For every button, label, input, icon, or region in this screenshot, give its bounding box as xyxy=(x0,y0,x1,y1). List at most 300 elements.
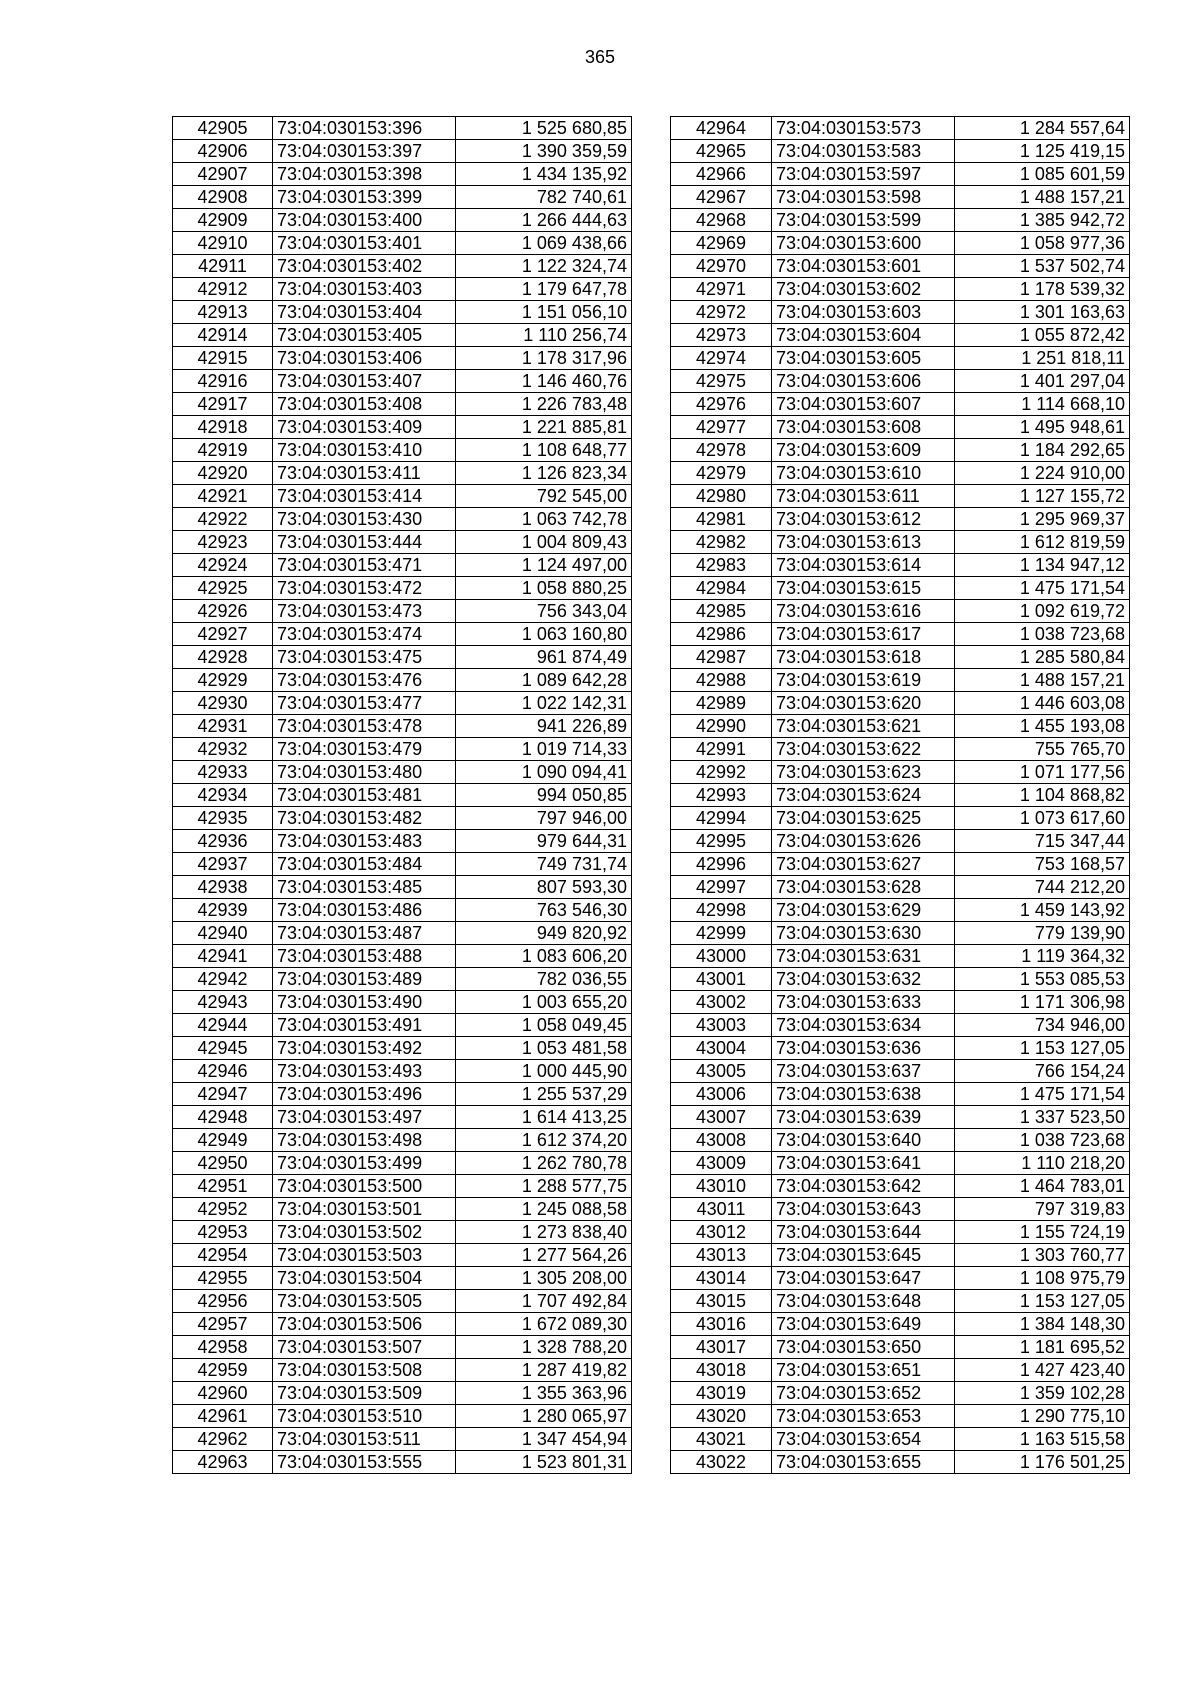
cadastral-value: 1 221 885,81 xyxy=(456,416,632,439)
cadastral-number: 73:04:030153:397 xyxy=(273,140,456,163)
table-row xyxy=(173,692,632,715)
cadastral-value: 1 455 193,08 xyxy=(955,715,1130,738)
cadastral-number: 73:04:030153:501 xyxy=(273,1198,456,1221)
cadastral-number: 73:04:030153:510 xyxy=(273,1405,456,1428)
table-row xyxy=(173,807,632,830)
cadastral-number: 73:04:030153:476 xyxy=(273,669,456,692)
row-number: 43001 xyxy=(671,968,772,991)
cadastral-value: 1 127 155,72 xyxy=(955,485,1130,508)
row-number: 42946 xyxy=(173,1060,273,1083)
table-row xyxy=(173,163,632,186)
cadastral-value: 1 126 823,34 xyxy=(456,462,632,485)
table-row xyxy=(173,508,632,531)
table-row xyxy=(671,830,1130,853)
table-row xyxy=(173,485,632,508)
cadastral-value: 1 464 783,01 xyxy=(955,1175,1130,1198)
row-number: 42952 xyxy=(173,1198,273,1221)
cadastral-number: 73:04:030153:414 xyxy=(273,485,456,508)
cadastral-number: 73:04:030153:481 xyxy=(273,784,456,807)
cadastral-number: 73:04:030153:489 xyxy=(273,968,456,991)
table-row xyxy=(671,1014,1130,1037)
table-row xyxy=(671,807,1130,830)
table-row xyxy=(671,301,1130,324)
cadastral-number: 73:04:030153:632 xyxy=(772,968,955,991)
cadastral-value: 1 134 947,12 xyxy=(955,554,1130,577)
cadastral-number: 73:04:030153:599 xyxy=(772,209,955,232)
cadastral-table-left xyxy=(172,116,632,1474)
row-number: 42955 xyxy=(173,1267,273,1290)
cadastral-number: 73:04:030153:430 xyxy=(273,508,456,531)
row-number: 42921 xyxy=(173,485,273,508)
cadastral-value: 1 255 537,29 xyxy=(456,1083,632,1106)
table-row xyxy=(671,1313,1130,1336)
row-number: 43014 xyxy=(671,1267,772,1290)
cadastral-number: 73:04:030153:627 xyxy=(772,853,955,876)
cadastral-value: 1 224 910,00 xyxy=(955,462,1130,485)
cadastral-value: 1 110 218,20 xyxy=(955,1152,1130,1175)
cadastral-number: 73:04:030153:605 xyxy=(772,347,955,370)
row-number: 43022 xyxy=(671,1451,772,1474)
cadastral-number: 73:04:030153:511 xyxy=(273,1428,456,1451)
row-number: 43003 xyxy=(671,1014,772,1037)
row-number: 42968 xyxy=(671,209,772,232)
cadastral-number: 73:04:030153:484 xyxy=(273,853,456,876)
table-row xyxy=(671,1290,1130,1313)
cadastral-value: 1 328 788,20 xyxy=(456,1336,632,1359)
row-number: 42931 xyxy=(173,715,273,738)
cadastral-number: 73:04:030153:502 xyxy=(273,1221,456,1244)
cadastral-value: 763 546,30 xyxy=(456,899,632,922)
row-number: 42926 xyxy=(173,600,273,623)
cadastral-number: 73:04:030153:600 xyxy=(772,232,955,255)
row-number: 42949 xyxy=(173,1129,273,1152)
cadastral-number: 73:04:030153:615 xyxy=(772,577,955,600)
table-row xyxy=(173,1290,632,1313)
row-number: 43020 xyxy=(671,1405,772,1428)
cadastral-value: 1 058 049,45 xyxy=(456,1014,632,1037)
row-number: 42980 xyxy=(671,485,772,508)
row-number: 43018 xyxy=(671,1359,772,1382)
row-number: 42905 xyxy=(173,117,273,140)
cadastral-value: 1 427 423,40 xyxy=(955,1359,1130,1382)
cadastral-value: 1 384 148,30 xyxy=(955,1313,1130,1336)
table-row xyxy=(671,669,1130,692)
cadastral-value: 744 212,20 xyxy=(955,876,1130,899)
row-number: 43002 xyxy=(671,991,772,1014)
cadastral-number: 73:04:030153:506 xyxy=(273,1313,456,1336)
row-number: 42957 xyxy=(173,1313,273,1336)
table-row xyxy=(173,1083,632,1106)
table-row xyxy=(671,209,1130,232)
cadastral-value: 1 153 127,05 xyxy=(955,1037,1130,1060)
cadastral-number: 73:04:030153:621 xyxy=(772,715,955,738)
cadastral-number: 73:04:030153:401 xyxy=(273,232,456,255)
cadastral-value: 1 347 454,94 xyxy=(456,1428,632,1451)
row-number: 42937 xyxy=(173,853,273,876)
table-row xyxy=(173,1428,632,1451)
cadastral-table-right xyxy=(670,116,1130,1474)
table-row xyxy=(671,945,1130,968)
cadastral-value: 749 731,74 xyxy=(456,853,632,876)
row-number: 42928 xyxy=(173,646,273,669)
table-row xyxy=(173,761,632,784)
cadastral-number: 73:04:030153:483 xyxy=(273,830,456,853)
cadastral-value: 1 295 969,37 xyxy=(955,508,1130,531)
cadastral-number: 73:04:030153:634 xyxy=(772,1014,955,1037)
row-number: 42933 xyxy=(173,761,273,784)
table-row xyxy=(671,485,1130,508)
row-number: 42958 xyxy=(173,1336,273,1359)
cadastral-value: 1 303 760,77 xyxy=(955,1244,1130,1267)
row-number: 42992 xyxy=(671,761,772,784)
row-number: 42920 xyxy=(173,462,273,485)
table-row xyxy=(173,1313,632,1336)
cadastral-value: 1 083 606,20 xyxy=(456,945,632,968)
table-row xyxy=(173,876,632,899)
cadastral-number: 73:04:030153:505 xyxy=(273,1290,456,1313)
cadastral-number: 73:04:030153:612 xyxy=(772,508,955,531)
table-row xyxy=(671,1428,1130,1451)
table-row xyxy=(173,554,632,577)
table-row xyxy=(173,623,632,646)
row-number: 42998 xyxy=(671,899,772,922)
cadastral-number: 73:04:030153:645 xyxy=(772,1244,955,1267)
cadastral-number: 73:04:030153:409 xyxy=(273,416,456,439)
table-row xyxy=(173,784,632,807)
cadastral-number: 73:04:030153:637 xyxy=(772,1060,955,1083)
cadastral-value: 1 273 838,40 xyxy=(456,1221,632,1244)
table-row xyxy=(173,669,632,692)
row-number: 42939 xyxy=(173,899,273,922)
table-row xyxy=(671,140,1130,163)
cadastral-value: 766 154,24 xyxy=(955,1060,1130,1083)
table-row xyxy=(173,1451,632,1474)
cadastral-number: 73:04:030153:628 xyxy=(772,876,955,899)
table-row xyxy=(671,1198,1130,1221)
cadastral-number: 73:04:030153:643 xyxy=(772,1198,955,1221)
table-row xyxy=(173,1359,632,1382)
table-row xyxy=(173,324,632,347)
cadastral-value: 1 305 208,00 xyxy=(456,1267,632,1290)
cadastral-number: 73:04:030153:493 xyxy=(273,1060,456,1083)
table-row xyxy=(671,393,1130,416)
cadastral-number: 73:04:030153:617 xyxy=(772,623,955,646)
table-row xyxy=(671,899,1130,922)
row-number: 42985 xyxy=(671,600,772,623)
row-number: 42978 xyxy=(671,439,772,462)
cadastral-number: 73:04:030153:403 xyxy=(273,278,456,301)
row-number: 43010 xyxy=(671,1175,772,1198)
table-row xyxy=(173,439,632,462)
cadastral-value: 782 036,55 xyxy=(456,968,632,991)
table-row xyxy=(671,715,1130,738)
cadastral-number: 73:04:030153:398 xyxy=(273,163,456,186)
cadastral-number: 73:04:030153:631 xyxy=(772,945,955,968)
row-number: 42913 xyxy=(173,301,273,324)
table-row xyxy=(671,163,1130,186)
table-row xyxy=(671,738,1130,761)
cadastral-number: 73:04:030153:473 xyxy=(273,600,456,623)
cadastral-number: 73:04:030153:597 xyxy=(772,163,955,186)
table-row xyxy=(173,715,632,738)
row-number: 43011 xyxy=(671,1198,772,1221)
cadastral-value: 1 488 157,21 xyxy=(955,186,1130,209)
cadastral-number: 73:04:030153:496 xyxy=(273,1083,456,1106)
cadastral-number: 73:04:030153:654 xyxy=(772,1428,955,1451)
cadastral-value: 1 058 880,25 xyxy=(456,577,632,600)
cadastral-value: 1 058 977,36 xyxy=(955,232,1130,255)
cadastral-number: 73:04:030153:500 xyxy=(273,1175,456,1198)
table-row xyxy=(173,853,632,876)
table-row xyxy=(671,784,1130,807)
row-number: 42965 xyxy=(671,140,772,163)
cadastral-number: 73:04:030153:488 xyxy=(273,945,456,968)
table-row xyxy=(173,117,632,140)
cadastral-value: 1 038 723,68 xyxy=(955,1129,1130,1152)
table-row xyxy=(671,1359,1130,1382)
cadastral-number: 73:04:030153:555 xyxy=(273,1451,456,1474)
row-number: 42907 xyxy=(173,163,273,186)
cadastral-number: 73:04:030153:497 xyxy=(273,1106,456,1129)
cadastral-number: 73:04:030153:642 xyxy=(772,1175,955,1198)
table-row xyxy=(173,347,632,370)
table-row xyxy=(671,324,1130,347)
table-row xyxy=(173,232,632,255)
table-row xyxy=(173,416,632,439)
cadastral-number: 73:04:030153:611 xyxy=(772,485,955,508)
cadastral-number: 73:04:030153:480 xyxy=(273,761,456,784)
cadastral-number: 73:04:030153:647 xyxy=(772,1267,955,1290)
row-number: 42990 xyxy=(671,715,772,738)
table-row xyxy=(173,1382,632,1405)
table-row xyxy=(671,692,1130,715)
cadastral-value: 1 090 094,41 xyxy=(456,761,632,784)
cadastral-value: 756 343,04 xyxy=(456,600,632,623)
cadastral-number: 73:04:030153:486 xyxy=(273,899,456,922)
table-row xyxy=(671,232,1130,255)
cadastral-value: 1 287 419,82 xyxy=(456,1359,632,1382)
row-number: 42922 xyxy=(173,508,273,531)
row-number: 42971 xyxy=(671,278,772,301)
cadastral-number: 73:04:030153:399 xyxy=(273,186,456,209)
table-row xyxy=(173,968,632,991)
row-number: 43004 xyxy=(671,1037,772,1060)
cadastral-value: 1 073 617,60 xyxy=(955,807,1130,830)
cadastral-value: 1 612 374,20 xyxy=(456,1129,632,1152)
row-number: 42930 xyxy=(173,692,273,715)
cadastral-number: 73:04:030153:410 xyxy=(273,439,456,462)
table-row xyxy=(671,1221,1130,1244)
cadastral-value: 1 262 780,78 xyxy=(456,1152,632,1175)
row-number: 42969 xyxy=(671,232,772,255)
row-number: 42996 xyxy=(671,853,772,876)
row-number: 42951 xyxy=(173,1175,273,1198)
cadastral-number: 73:04:030153:478 xyxy=(273,715,456,738)
table-row xyxy=(173,1198,632,1221)
cadastral-value: 1 178 317,96 xyxy=(456,347,632,370)
cadastral-value: 755 765,70 xyxy=(955,738,1130,761)
table-row xyxy=(173,577,632,600)
cadastral-value: 1 245 088,58 xyxy=(456,1198,632,1221)
table-row xyxy=(671,370,1130,393)
table-row xyxy=(671,1405,1130,1428)
row-number: 42940 xyxy=(173,922,273,945)
row-number: 42997 xyxy=(671,876,772,899)
table-row xyxy=(173,1152,632,1175)
cadastral-number: 73:04:030153:644 xyxy=(772,1221,955,1244)
table-row xyxy=(671,1037,1130,1060)
cadastral-value: 1 290 775,10 xyxy=(955,1405,1130,1428)
row-number: 43005 xyxy=(671,1060,772,1083)
cadastral-value: 1 707 492,84 xyxy=(456,1290,632,1313)
cadastral-number: 73:04:030153:472 xyxy=(273,577,456,600)
cadastral-number: 73:04:030153:491 xyxy=(273,1014,456,1037)
row-number: 43017 xyxy=(671,1336,772,1359)
cadastral-number: 73:04:030153:487 xyxy=(273,922,456,945)
cadastral-number: 73:04:030153:603 xyxy=(772,301,955,324)
table-row xyxy=(671,508,1130,531)
row-number: 42970 xyxy=(671,255,772,278)
row-number: 42995 xyxy=(671,830,772,853)
table-row xyxy=(671,554,1130,577)
cadastral-number: 73:04:030153:404 xyxy=(273,301,456,324)
cadastral-value: 1 004 809,43 xyxy=(456,531,632,554)
row-number: 42972 xyxy=(671,301,772,324)
row-number: 42944 xyxy=(173,1014,273,1037)
row-number: 42936 xyxy=(173,830,273,853)
cadastral-value: 1 523 801,31 xyxy=(456,1451,632,1474)
cadastral-value: 807 593,30 xyxy=(456,876,632,899)
cadastral-value: 949 820,92 xyxy=(456,922,632,945)
cadastral-value: 1 181 695,52 xyxy=(955,1336,1130,1359)
row-number: 42966 xyxy=(671,163,772,186)
row-number: 42981 xyxy=(671,508,772,531)
table-row xyxy=(173,186,632,209)
row-number: 42912 xyxy=(173,278,273,301)
cadastral-number: 73:04:030153:475 xyxy=(273,646,456,669)
cadastral-value: 1 401 297,04 xyxy=(955,370,1130,393)
cadastral-value: 1 385 942,72 xyxy=(955,209,1130,232)
row-number: 42932 xyxy=(173,738,273,761)
table-row xyxy=(671,853,1130,876)
table-row xyxy=(671,1451,1130,1474)
cadastral-value: 782 740,61 xyxy=(456,186,632,209)
row-number: 42989 xyxy=(671,692,772,715)
row-number: 42976 xyxy=(671,393,772,416)
row-number: 42984 xyxy=(671,577,772,600)
cadastral-value: 1 614 413,25 xyxy=(456,1106,632,1129)
row-number: 42947 xyxy=(173,1083,273,1106)
table-row xyxy=(173,945,632,968)
row-number: 42967 xyxy=(671,186,772,209)
cadastral-value: 1 226 783,48 xyxy=(456,393,632,416)
row-number: 42929 xyxy=(173,669,273,692)
row-number: 42999 xyxy=(671,922,772,945)
cadastral-value: 1 063 160,80 xyxy=(456,623,632,646)
table-row xyxy=(173,1336,632,1359)
cadastral-value: 1 110 256,74 xyxy=(456,324,632,347)
cadastral-value: 1 153 127,05 xyxy=(955,1290,1130,1313)
row-number: 42950 xyxy=(173,1152,273,1175)
row-number: 43000 xyxy=(671,945,772,968)
table-row xyxy=(173,393,632,416)
cadastral-value: 1 672 089,30 xyxy=(456,1313,632,1336)
row-number: 42919 xyxy=(173,439,273,462)
cadastral-value: 797 946,00 xyxy=(456,807,632,830)
cadastral-value: 1 171 306,98 xyxy=(955,991,1130,1014)
row-number: 42942 xyxy=(173,968,273,991)
cadastral-number: 73:04:030153:604 xyxy=(772,324,955,347)
cadastral-number: 73:04:030153:626 xyxy=(772,830,955,853)
cadastral-value: 1 612 819,59 xyxy=(955,531,1130,554)
table-row xyxy=(671,1382,1130,1405)
cadastral-number: 73:04:030153:508 xyxy=(273,1359,456,1382)
cadastral-value: 1 475 171,54 xyxy=(955,577,1130,600)
cadastral-value: 1 155 724,19 xyxy=(955,1221,1130,1244)
cadastral-number: 73:04:030153:400 xyxy=(273,209,456,232)
cadastral-number: 73:04:030153:498 xyxy=(273,1129,456,1152)
cadastral-value: 1 337 523,50 xyxy=(955,1106,1130,1129)
cadastral-value: 1 251 818,11 xyxy=(955,347,1130,370)
cadastral-number: 73:04:030153:408 xyxy=(273,393,456,416)
cadastral-number: 73:04:030153:630 xyxy=(772,922,955,945)
cadastral-number: 73:04:030153:503 xyxy=(273,1244,456,1267)
table-row xyxy=(173,1014,632,1037)
cadastral-value: 961 874,49 xyxy=(456,646,632,669)
cadastral-value: 1 151 056,10 xyxy=(456,301,632,324)
table-row xyxy=(671,1060,1130,1083)
cadastral-value: 779 139,90 xyxy=(955,922,1130,945)
row-number: 42924 xyxy=(173,554,273,577)
row-number: 43019 xyxy=(671,1382,772,1405)
cadastral-value: 1 125 419,15 xyxy=(955,140,1130,163)
row-number: 42935 xyxy=(173,807,273,830)
cadastral-value: 1 053 481,58 xyxy=(456,1037,632,1060)
cadastral-number: 73:04:030153:624 xyxy=(772,784,955,807)
row-number: 42923 xyxy=(173,531,273,554)
table-row xyxy=(671,278,1130,301)
cadastral-value: 1 475 171,54 xyxy=(955,1083,1130,1106)
row-number: 42983 xyxy=(671,554,772,577)
cadastral-value: 1 285 580,84 xyxy=(955,646,1130,669)
cadastral-value: 753 168,57 xyxy=(955,853,1130,876)
cadastral-number: 73:04:030153:402 xyxy=(273,255,456,278)
cadastral-number: 73:04:030153:629 xyxy=(772,899,955,922)
cadastral-value: 1 055 872,42 xyxy=(955,324,1130,347)
table-row xyxy=(173,278,632,301)
cadastral-value: 1 537 502,74 xyxy=(955,255,1130,278)
cadastral-number: 73:04:030153:607 xyxy=(772,393,955,416)
cadastral-number: 73:04:030153:613 xyxy=(772,531,955,554)
table-row xyxy=(671,1267,1130,1290)
cadastral-number: 73:04:030153:499 xyxy=(273,1152,456,1175)
row-number: 42973 xyxy=(671,324,772,347)
cadastral-number: 73:04:030153:479 xyxy=(273,738,456,761)
cadastral-value: 1 495 948,61 xyxy=(955,416,1130,439)
cadastral-number: 73:04:030153:406 xyxy=(273,347,456,370)
cadastral-number: 73:04:030153:573 xyxy=(772,117,955,140)
cadastral-value: 1 085 601,59 xyxy=(955,163,1130,186)
table-row xyxy=(173,531,632,554)
table-row xyxy=(671,347,1130,370)
row-number: 42988 xyxy=(671,669,772,692)
row-number: 42911 xyxy=(173,255,273,278)
row-number: 42987 xyxy=(671,646,772,669)
row-number: 42927 xyxy=(173,623,273,646)
cadastral-value: 1 114 668,10 xyxy=(955,393,1130,416)
cadastral-value: 1 000 445,90 xyxy=(456,1060,632,1083)
table-row xyxy=(173,1175,632,1198)
